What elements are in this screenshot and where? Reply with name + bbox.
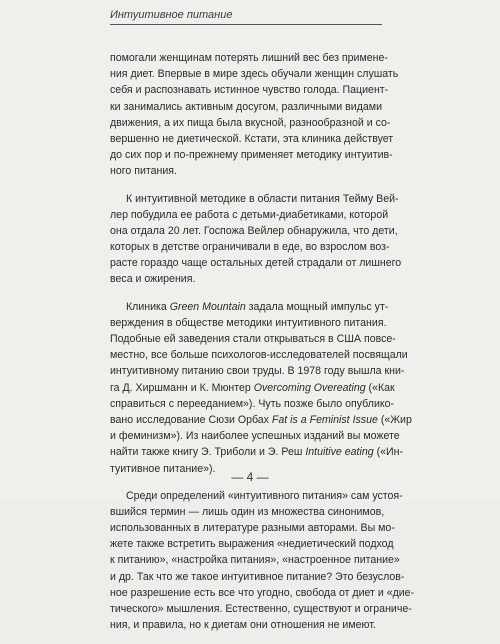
body-text	[110, 50, 415, 644]
text-line: лер побудила ее работа с детьми-диабетиками, которой	[110, 208, 389, 221]
running-head: Интуитивное питание	[110, 9, 382, 25]
text-line: вшийся термин — лишь один из множества синонимов,	[110, 505, 385, 518]
text-line: верждения в обществе методики интуитивного питания.	[110, 316, 387, 329]
text-line: до сих пор и по-прежнему применяет методику интуитив-	[110, 149, 393, 162]
text-line: использованных в литературе разными авторами. Вы мо-	[110, 522, 395, 535]
text-line: вано исследование Сюзи Орбах Fat is a Feminist Issue («Жир	[110, 413, 412, 426]
text-line: ния диет. Впервые в мире здесь обучали женщин слушать	[110, 68, 399, 81]
paragraph	[110, 488, 415, 634]
text-line: Подобные ей заведения стали открываться в США повсе-	[110, 333, 396, 345]
text-line: К интуитивной методике в области питания Тейму Вей-	[126, 192, 399, 205]
text-line: к питанию», «настройка питания», «настроенное питание»	[110, 554, 400, 567]
text-line: интуитивному питанию свои труды. В 1978 году вышла кни-	[110, 365, 405, 378]
paragraph	[110, 50, 399, 180]
text-line: движения, а их пища была вкусной, разнообразной и со-	[110, 116, 391, 129]
text-line: тического» мышления. Естественно, существуют и ограниче-	[110, 603, 412, 615]
text-line: ки занимались активным досугом, различными видами	[110, 100, 382, 113]
text-line: ния, и правила, но к диетам они отношения не имеют.	[110, 619, 376, 632]
text-line: местно, все больше психологов-исследователей посвящали	[110, 349, 408, 362]
text-line: и др. Так что же такое интуитивное питание? Это безуслов-	[110, 570, 405, 583]
text-line: вершенно не диетической. Кстати, эта клиника действует	[110, 132, 394, 145]
paragraph	[110, 299, 412, 477]
text-line: себя и распознавать истинное чувство голода. Пациент-	[110, 84, 389, 97]
text-line: ного питания.	[110, 165, 177, 178]
text-line: ное разрешение есть все что угодно, свобода от диет и «дие-	[110, 586, 415, 599]
text-line: которых в детстве ограничивали в еде, во взрослом воз-	[110, 241, 390, 254]
text-line: га Д. Хиршманн и К. Мюнтер Overcoming Overeating («Как	[110, 381, 395, 394]
text-line: помогали женщинам потерять лишний вес без примене-	[110, 52, 388, 64]
text-line: найти также книгу Э. Триболи и Э. Реш Intuitive eating («Ин-	[110, 446, 403, 459]
text-line: и феминизм»). Из наиболее успешных изданий вы можете	[110, 430, 400, 443]
text-line: веса и ожирения.	[110, 273, 196, 286]
text-line: справиться с перееданием»). Чуть позже было опублико-	[110, 397, 395, 410]
text-line: Клиника Green Mountain задала мощный импульс ут-	[126, 300, 389, 313]
paragraph	[110, 191, 402, 288]
text-line: жете также встретить выражения «недиетический подход	[110, 538, 394, 551]
text-line: Среди определений «интуитивного питания» сам устоя-	[126, 489, 403, 502]
page-number: — 4 —	[231, 470, 269, 484]
text-line: она отдала 20 лет. Госпожа Вейлер обнаружила, что дети,	[110, 224, 398, 237]
text-line: туитивное питание»).	[110, 462, 216, 475]
text-line: расте гораздо чаще остальных детей страдали от лишнего	[110, 257, 402, 270]
